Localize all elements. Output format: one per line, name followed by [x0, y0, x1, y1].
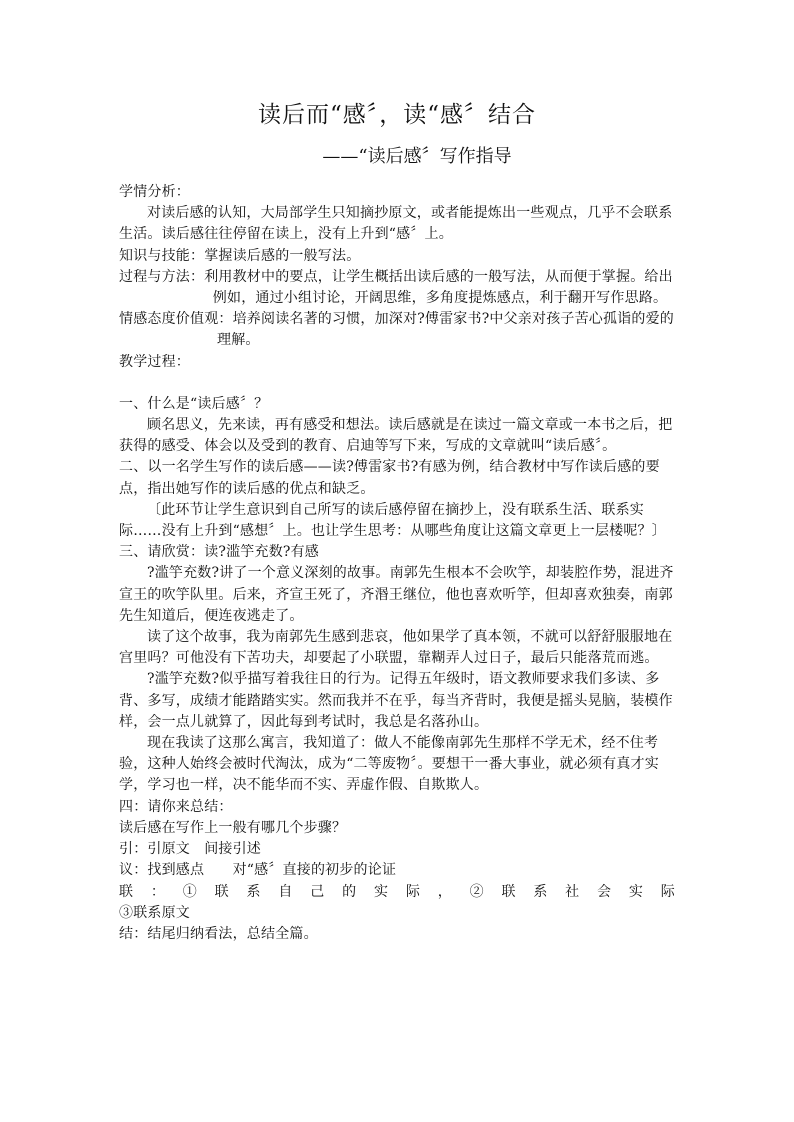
step-lian-line-2: ③联系原文	[119, 904, 190, 921]
teaching-process-label: 教学过程：	[119, 353, 190, 370]
page-title: 读后而“感〞，读“感〞结合	[257, 102, 537, 128]
section-1-text: 顾名思义，先来读，再有感受和想法。读后感就是在读过一篇文章或一本书之后，把获得的感受、体会以及受到的教育、启迪等写下来，写成的文章就叫“读后感〞。	[119, 417, 673, 455]
page-subtitle: ——“读后感〞写作指导	[322, 146, 512, 167]
essay-paragraph-2: 读了这个故事，我为南郭先生感到悲哀，他如果学了真本领，不就可以舒舒服服地在宫里吗？可他没有下苦功夫，却要起了小联盟，靠糊弄人过日子，最后只能落荒而逃。	[119, 629, 673, 667]
essay-paragraph-4: 现在我读了这那么寓言，我知道了：做人不能像南郭先生那样不学无术，经不住考验，这种人始终会被时代淘汰，成为“二等废物〞。要想干一番大事业，就必须有真才实学，学习也一样，决不能华而不实、弄虚作假、自欺欺人。	[119, 735, 659, 794]
essay-paragraph-1: ?滥竽充数?讲了一个意义深刻的故事。南郭先生根本不会吹竽，却装腔作势，混进齐宣王的吹竽队里。后来，齐宣王死了，齐湣王继位，他也喜欢听竽，但却喜欢独奏，南郭先生知道后，便连夜逃走了。	[119, 565, 674, 624]
process-method: 过程与方法：利用教材中的要点，让学生概括出读后感的一般写法，从而便于掌握。给出例如，通过小组讨论，开阔思维，多角度提炼感点，利于翻开写作思路。	[119, 268, 673, 307]
section-1-heading: 一、什么是“读后感〞？	[119, 395, 269, 412]
section-2-heading: 二、以一名学生写作的读后感——读?傅雷家书?有感为例，结合教材中写作读后感的要点，指出她写作的读后感的优点和缺乏。	[119, 459, 660, 497]
section-2-note: 〔此环节让学生意识到自己所写的读后感停留在摘抄上，没有联系生活、联系实际……没有上升到“感想〞上。也让学生思考：从哪些角度让这篇文章更上一层楼呢？〕	[119, 501, 666, 540]
step-yin: 引：引原文 间接引述	[119, 841, 261, 858]
section-4-heading: 四：请你来总结：	[119, 798, 233, 815]
learning-analysis-text: 对读后感的认知，大局部学生只知摘抄原文，或者能提炼出一些观点，几乎不会联系生活。读后感往往停留在读上，没有上升到“感〞上。	[119, 205, 673, 243]
section-3-heading: 三、请欣赏：读?滥竽充数?有感	[119, 544, 320, 561]
step-jie: 结：结尾归纳看法，总结全篇。	[119, 925, 318, 942]
knowledge-skill: 知识与技能：掌握读后感的一般写法。	[119, 247, 361, 264]
learning-analysis-label: 学情分析：	[119, 184, 190, 200]
step-yi: 议：找到感点 对“感〞直接的初步的论证	[119, 862, 397, 879]
step-lian-line-1: 联 ： ① 联 系 自 己 的 实 际 ， ② 联 系 社 会 实 际	[119, 883, 675, 900]
document-body	[119, 182, 675, 945]
emotion-values: 情感态度价值观：培养阅读名著的习惯，加深对?傅雷家书?中父亲对孩子苦心孤诣的爱的理解。	[119, 311, 675, 349]
section-4-question: 读后感在写作上一般有哪几个步骤？	[119, 819, 347, 836]
essay-paragraph-3: ?滥竽充数?似乎描写着我往日的行为。记得五年级时，语文教师要求我们多读、多背、多写，成绩才能踏踏实实。然而我并不在乎，每当齐背时，我便是摇头晃脑，装模作样，会一点儿就算了，因此每到考试时，我总是名落孙山。	[119, 671, 673, 730]
blank-line	[119, 373, 675, 394]
